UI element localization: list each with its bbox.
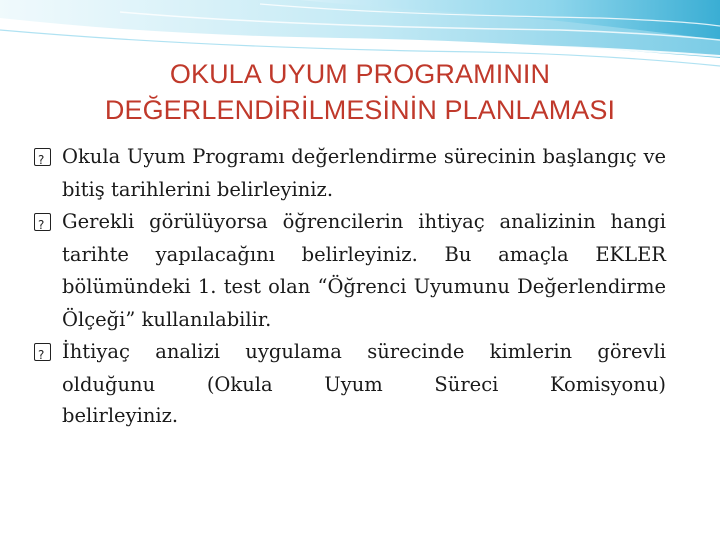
slide-title: [40, 56, 680, 128]
bullet-item-2: [34, 206, 666, 336]
missing-glyph-box-icon: [34, 148, 51, 166]
bullet-item-1: [34, 141, 666, 206]
missing-glyph-box-icon: [34, 213, 51, 231]
bullet-text-3-line-2: olduğunu (Okula Uyum Süreci Komisyonu): [62, 372, 666, 396]
bullet-text-2: Gerekli görülüyorsa öğrencilerin ihtiyaç analizinin hangi tarihte yapılacağını belirleyiniz. Bu amaçla EKLER bölümündeki 1. test olan “Öğrenci Uyumunu Değerlendirme Ölçeği” kullanılabilir.: [62, 210, 666, 331]
bullet-item-3: [34, 336, 666, 401]
bullet-item-3-tail: [34, 400, 666, 433]
bullet-text-3-line-3: belirleyiniz.: [62, 404, 179, 427]
bullet-text-1: Okula Uyum Programı değerlendirme sürecinin başlangıç ve bitiş tarihlerini belirleyiniz.: [62, 145, 666, 201]
title-line-2: DEĞERLENDİRİLMESİNİN PLANLAMASI: [104, 95, 616, 125]
bullet-list: [34, 141, 666, 433]
bullet-text-3-line-1: İhtiyaç analizi uygulama sürecinde kimlerin görevli: [62, 340, 666, 363]
title-line-1: OKULA UYUM PROGRAMININ: [169, 59, 551, 89]
missing-glyph-box-icon: [34, 343, 51, 361]
